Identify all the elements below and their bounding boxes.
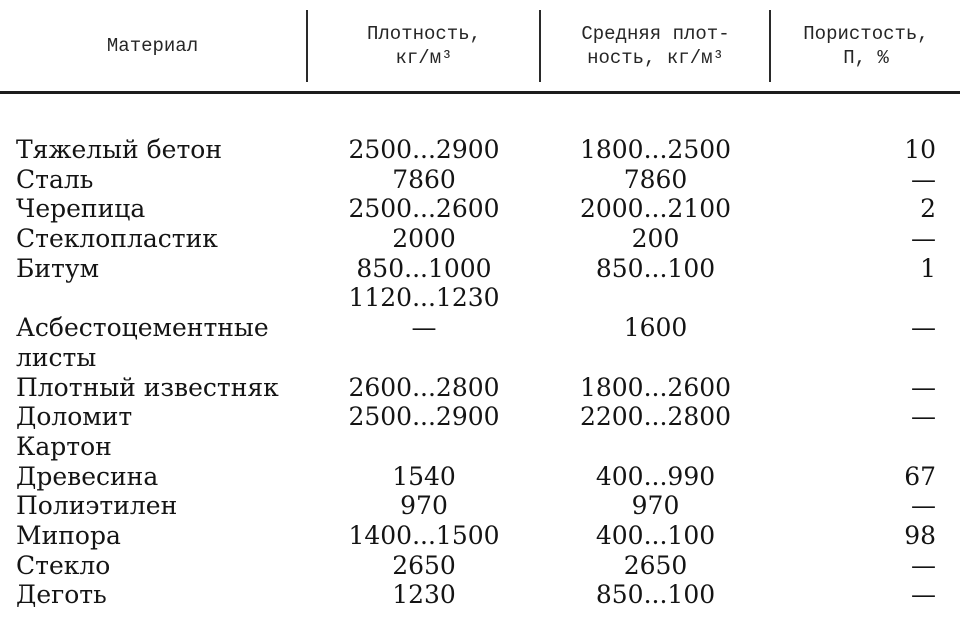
cell-average-density: 2200...2800: [579, 402, 732, 432]
cell-density: 970: [400, 491, 448, 521]
column-divider: [769, 10, 771, 82]
header-average-density: Средняя плот- ность, кг/м³: [581, 23, 730, 69]
cell-porosity: 10: [904, 135, 936, 164]
cell-density: 1400...1500: [348, 520, 500, 550]
cell-porosity: —: [911, 491, 936, 521]
cell-porosity: —: [911, 580, 936, 610]
cell-porosity: 98: [904, 520, 936, 550]
table-row: [0, 551, 960, 581]
cell-average-density: 2000...2100: [579, 194, 732, 224]
table-row: [0, 165, 960, 195]
table-row: [0, 224, 960, 254]
header-material: Материал: [106, 35, 199, 57]
table-row: [0, 194, 960, 224]
cell-porosity: —: [911, 550, 936, 580]
cell-material: Плотный известняк: [16, 372, 279, 402]
cell-average-density: 1600: [623, 313, 688, 343]
column-divider: [306, 10, 308, 82]
cell-material: Стекло: [16, 550, 111, 580]
cell-material: Битум: [16, 253, 100, 283]
cell-density: 1230: [392, 580, 456, 610]
cell-average-density: 7860: [623, 164, 688, 194]
cell-average-density: 850...100: [595, 253, 716, 283]
cell-density: 2000: [392, 224, 456, 254]
cell-material: Картон: [16, 431, 112, 461]
cell-material: листы: [16, 342, 97, 372]
column-divider: [539, 10, 541, 82]
cell-porosity: 67: [904, 461, 936, 491]
cell-density: —: [411, 313, 437, 343]
table-row: [0, 580, 960, 610]
cell-porosity: —: [911, 402, 936, 432]
cell-material: Сталь: [16, 164, 94, 194]
table-row: [0, 521, 960, 551]
table-row: [0, 343, 960, 373]
cell-material: Тяжелый бетон: [16, 135, 223, 164]
cell-density: 1120...1230: [348, 283, 500, 313]
cell-density: 1540: [392, 461, 456, 491]
table-row: [0, 283, 960, 313]
cell-density: 850...1000: [356, 253, 492, 283]
cell-average-density: 1800...2600: [579, 372, 732, 402]
cell-porosity: —: [911, 224, 936, 254]
cell-average-density: 400...100: [595, 520, 716, 550]
cell-density: 2500...2900: [348, 135, 500, 164]
header-rule: [0, 91, 960, 94]
cell-porosity: 2: [920, 194, 936, 224]
table-row: [0, 432, 960, 462]
cell-porosity: —: [911, 164, 936, 194]
cell-material: Мипора: [16, 520, 121, 550]
cell-average-density: 400...990: [595, 461, 716, 491]
cell-density: 2650: [392, 550, 456, 580]
header-porosity: Пористость, П, %: [803, 23, 929, 69]
cell-density: 2500...2600: [348, 194, 500, 224]
cell-average-density: 1800...2500: [579, 135, 732, 164]
cell-material: Доломит: [16, 402, 133, 432]
cell-material: Стеклопластик: [16, 224, 218, 254]
table-row: [0, 254, 960, 284]
cell-average-density: 2650: [623, 550, 688, 580]
cell-density: 7860: [392, 164, 456, 194]
cell-average-density: 970: [631, 491, 680, 521]
cell-average-density: 850...100: [595, 580, 716, 610]
header-density: Плотность, кг/м³: [366, 23, 482, 69]
table-row: [0, 462, 960, 492]
table-row: [0, 491, 960, 521]
cell-material: Деготь: [16, 580, 107, 610]
cell-porosity: —: [911, 372, 936, 402]
table-body: [0, 135, 960, 610]
cell-porosity: —: [911, 313, 936, 343]
cell-average-density: 200: [631, 224, 680, 254]
table-row: [0, 373, 960, 403]
table-row: [0, 402, 960, 432]
cell-material: Асбестоцементные: [16, 313, 269, 343]
table-row: [0, 313, 960, 343]
cell-density: 2600...2800: [348, 372, 500, 402]
cell-material: Полиэтилен: [16, 491, 178, 521]
cell-material: Древесина: [16, 461, 159, 491]
cell-density: 2500...2900: [348, 402, 500, 432]
table-row: [0, 135, 960, 165]
cell-porosity: 1: [920, 253, 936, 283]
cell-material: Черепица: [16, 194, 146, 224]
